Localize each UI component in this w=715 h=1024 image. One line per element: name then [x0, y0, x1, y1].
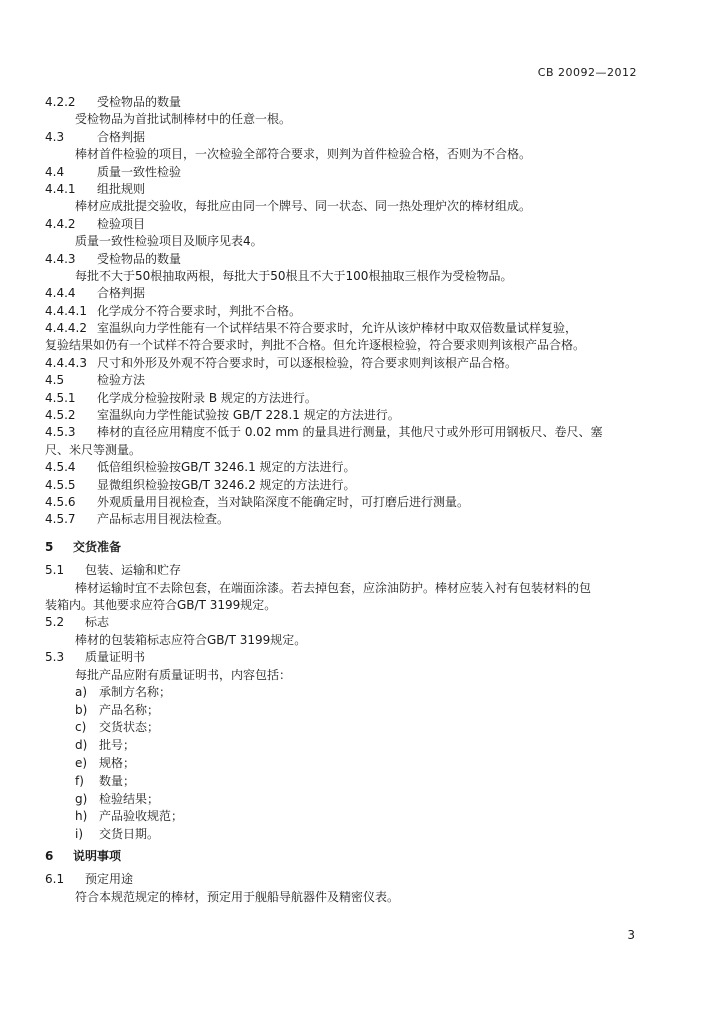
clause-heading: 4.4.4 合格判据 — [45, 286, 146, 301]
list-item: i) 交货日期。 — [75, 827, 160, 842]
clause-text: 棒材运输时宜不去除包套，在端面涂漆。若去掉包套，应涂油防护。棒材应装入衬有包装材料的包 — [75, 580, 592, 595]
spacer — [45, 529, 657, 539]
clause-heading: 6.1 预定用途 — [45, 872, 134, 887]
clause-continuation: 装箱内。其他要求应符合GB/T 3199规定。 — [45, 597, 277, 612]
clause-text: 棒材应成批提交验收，每批应由同一个牌号、同一状态、同一热处理炉次的棒材组成。 — [75, 199, 532, 214]
section-heading: 5 交货准备 — [45, 539, 122, 554]
clause-heading: 5.2 标志 — [45, 615, 110, 630]
clause-heading: 4.4.3 受检物品的数量 — [45, 251, 182, 266]
clause-heading: 4.4.4.3 尺寸和外形及外观不符合要求时，可以逐根检验，符合要求则判该根产品合格。 — [45, 355, 518, 370]
certificate-contents-list — [45, 684, 657, 844]
clause-heading: 5.1 包装、运输和贮存 — [45, 563, 182, 578]
clause-text: 受检物品为首批试制棒材中的任意一根。 — [75, 112, 292, 127]
clause-text: 符合本规范规定的棒材，预定用于舰船导航器件及精密仪表。 — [75, 889, 400, 904]
section-4-block — [45, 94, 657, 529]
clause-heading: 4.2.2 受检物品的数量 — [45, 95, 182, 109]
section-heading: 6 说明事项 — [45, 849, 122, 864]
clause-heading: 4.4 质量一致性检验 — [45, 164, 182, 179]
list-item: a) 承制方名称； — [75, 684, 172, 699]
clause-heading: 4.5.7 产品标志用目视法检查。 — [45, 512, 230, 527]
clause-text: 棒材的包装箱标志应符合GB/T 3199规定。 — [75, 632, 307, 647]
clause-text: 每批产品应附有质量证明书，内容包括： — [75, 667, 292, 682]
list-item: e) 规格； — [75, 756, 136, 771]
clause-heading: 4.5.2 室温纵向力学性能试验按 GB/T 228.1 规定的方法进行。 — [45, 408, 400, 423]
clause-heading: 4.4.1 组批规则 — [45, 181, 146, 196]
clause-heading: 4.4.4.1 化学成分不符合要求时，判批不合格。 — [45, 303, 302, 318]
list-item: h) 产品验收规范； — [75, 809, 184, 824]
page-number: 3 — [627, 928, 635, 942]
section-5-block — [45, 539, 657, 844]
clause-text: 质量一致性检验项目及顺序见表4。 — [75, 234, 263, 249]
list-item: c) 交货状态； — [75, 720, 160, 735]
clause-heading: 4.5.3 棒材的直径应用精度不低于 0.02 mm 的量具进行测量，其他尺寸或外形可用钢板尺、卷尺、塞 — [45, 425, 603, 440]
clause-heading: 4.5 检验方法 — [45, 373, 146, 388]
clause-text: 棒材首件检验的项目，一次检验全部符合要求，则判为首件检验合格，否则为不合格。 — [75, 147, 532, 162]
list-item: f) 数量； — [75, 773, 136, 788]
clause-heading: 4.5.4 低倍组织检验按GB/T 3246.1 规定的方法进行。 — [45, 460, 356, 475]
clause-heading: 4.5.5 显微组织检验按GB/T 3246.2 规定的方法进行。 — [45, 477, 356, 492]
clause-heading: 4.4.4.2 室温纵向力学性能有一个试样结果不符合要求时，允许从该炉棒材中取双倍数量试样复验， — [45, 321, 578, 336]
clause-heading: 4.4.2 检验项目 — [45, 216, 146, 231]
clause-continuation: 复验结果如仍有一个试样不符合要求时，判批不合格。但允许逐根检验，符合要求则判该根产品合格。 — [45, 338, 586, 353]
clause-heading: 4.3 合格判据 — [45, 129, 146, 144]
clause-text: 每批不大于50根抽取两根，每批大于50根且不大于100根抽取三根作为受检物品。 — [75, 268, 513, 283]
clause-heading: 4.5.6 外观质量用目视检查，当对缺陷深度不能确定时，可打磨后进行测量。 — [45, 494, 470, 509]
list-item: g) 检验结果； — [75, 791, 160, 806]
list-item: d) 批号； — [75, 738, 136, 753]
document-body — [45, 94, 657, 906]
clause-heading: 5.3 质量证明书 — [45, 650, 146, 665]
standard-code: CB 20092—2012 — [537, 66, 637, 79]
clause-heading: 4.5.1 化学成分检验按附录 B 规定的方法进行。 — [45, 390, 317, 405]
list-item: b) 产品名称； — [75, 702, 160, 717]
section-6-block — [45, 848, 657, 906]
clause-continuation: 尺、米尺等测量。 — [45, 442, 142, 457]
